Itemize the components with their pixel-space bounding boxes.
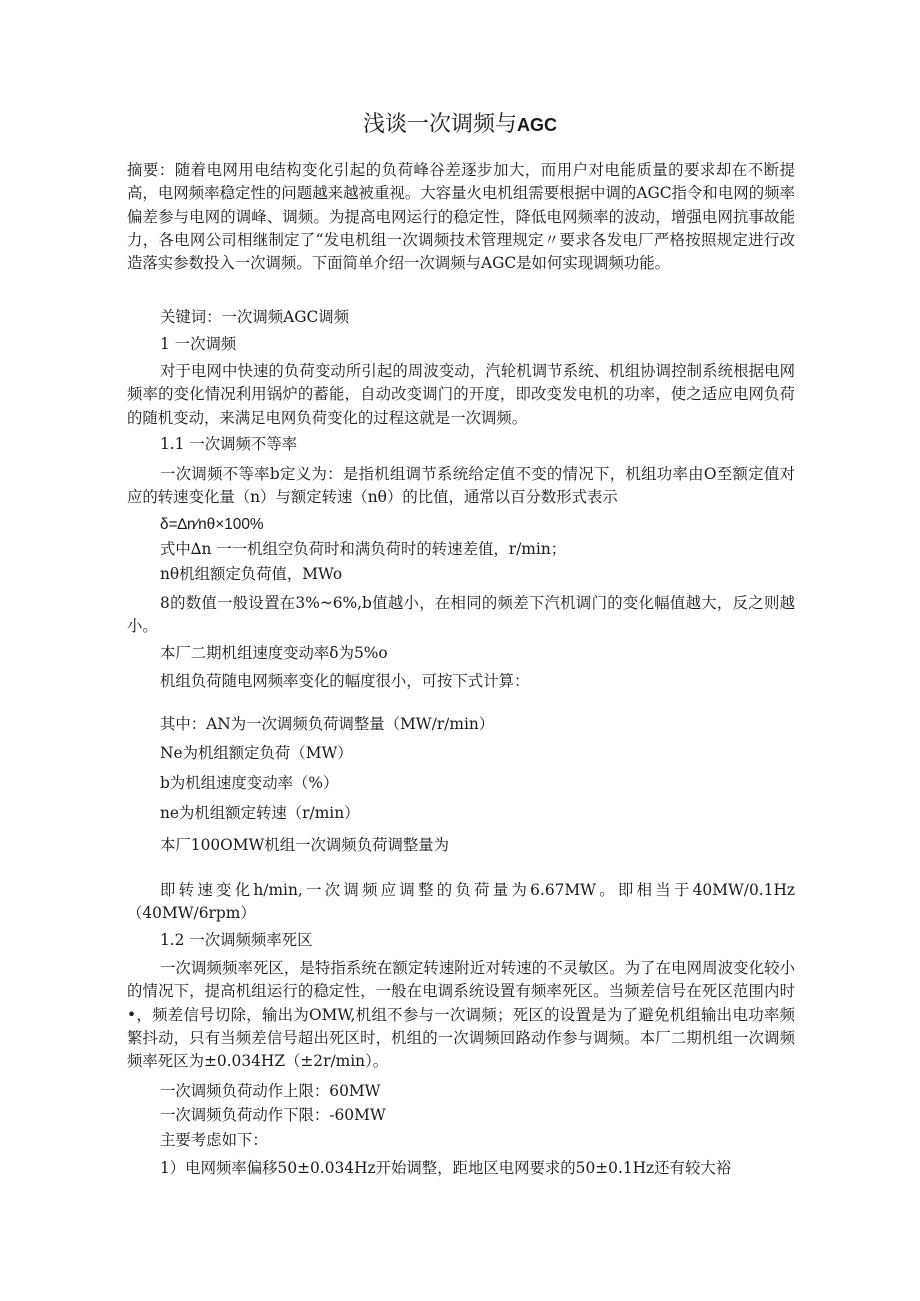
title-latin: AGC [517, 115, 557, 135]
section-1-1-paragraph: 一次调频不等率b定义为：是指机组调节系统给定值不变的情况下，机组功率由O至额定值对应的转速变化量（n）与额定转速（nθ）的比值，通常以百分数形式表示 [127, 465, 795, 507]
document-title [0, 110, 920, 140]
main-considerations-line: 主要考虑如下： [160, 1131, 268, 1149]
result-paragraph: 即转速变化h∕min,一次调频应调整的负荷量为6.67MW。即相当于40MW∕0.1Hz（40MW∕6rpm） [127, 881, 795, 923]
title-chinese: 浅谈一次调频与 [362, 112, 517, 137]
consideration-item-1: 1）电网频率偏移50±0.034Hz开始调整，距地区电网要求的50±0.1Hz还有较大裕 [160, 1159, 732, 1177]
plant-adjustment-line: 本厂100OMW机组一次调频负荷调整量为 [160, 836, 450, 854]
section-1-paragraph: 对于电网中快速的负荷变动所引起的周波变动，汽轮机调节系统、机组协调控制系统根据电网频率的变化情况利用锅炉的蓄能，自动改变调门的开度，即改变发电机的功率，使之适应电网负荷的随机变动，来满足电网负荷变化的过程这就是一次调频。 [127, 362, 795, 427]
keywords-line: 关键词：一次调频AGC调频 [160, 308, 350, 326]
formula-definition-delta-n: 式中∆n 一一机组空负荷时和满负荷时的转速差值，r/min； [160, 540, 567, 558]
section-1-2-heading: 1.2 一次调频频率死区 [160, 931, 313, 949]
where-rated-speed-line: ne为机组额定转速（r/min） [160, 804, 360, 822]
where-droop-line: b为机组速度变动率（%） [160, 774, 339, 792]
plant-speed-droop-line: 本厂二期机组速度变动率δ为5%o [160, 644, 388, 662]
section-1-2-paragraph: 一次调频频率死区，是特指系统在额定转速附近对转速的不灵敏区。为了在电网周波变化较小的情况下，提高机组运行的稳定性，一般在电调系统设置有频率死区。当频差信号在死区范围内时•，频差信号切除，输出为OMW,机组不参与一次调频；死区的设置是为了避免机组输出电功率频繁抖动，只有当频差信号超出死区时，机组的一次调频回路动作参与调频。本厂二期机组一次调频频率死区为±0.034HZ（±2r∕min）。 [127, 959, 795, 1071]
where-rated-load-line: Ne为机组额定负荷（MW） [160, 744, 353, 762]
setting-range-paragraph: 8的数值一般设置在3%~6%,b值越小，在相同的频差下汽机调门的变化幅值越大，反之则越小。 [127, 594, 795, 636]
formula-definition-n-theta: nθ机组额定负荷值，MWo [160, 565, 343, 583]
section-1-heading: 1 一次调频 [160, 335, 237, 353]
upper-limit-line: 一次调频负荷动作上限：60MW [160, 1082, 381, 1100]
lower-limit-line: 一次调频负荷动作下限：-60MW [160, 1106, 386, 1124]
calculation-intro-line: 机组负荷随电网频率变化的幅度很小，可按下式计算： [160, 672, 530, 690]
section-1-1-heading: 1.1 一次调频不等率 [160, 435, 298, 453]
delta-formula: δ=∆n∕nθ×100% [160, 516, 264, 533]
where-delta-n-line: 其中：AN为一次调频负荷调整量（MW∕r∕min） [160, 715, 495, 733]
abstract-paragraph: 摘要：随着电网用电结构变化引起的负荷峰谷差逐步加大，而用户对电能质量的要求却在不断提高，电网频率稳定性的问题越来越被重视。大容量火电机组需要根据中调的AGC指令和电网的频率偏差参与电网的调峰、调频。为提高电网运行的稳定性，降低电网频率的波动，增强电网抗事故能力，各电网公司相继制定了“发电机组一次调频技术管理规定〃要求各发电厂严格按照规定进行改造落实参数投入一次调频。下面简单介绍一次调频与AGC是如何实现调频功能。 [127, 161, 795, 273]
